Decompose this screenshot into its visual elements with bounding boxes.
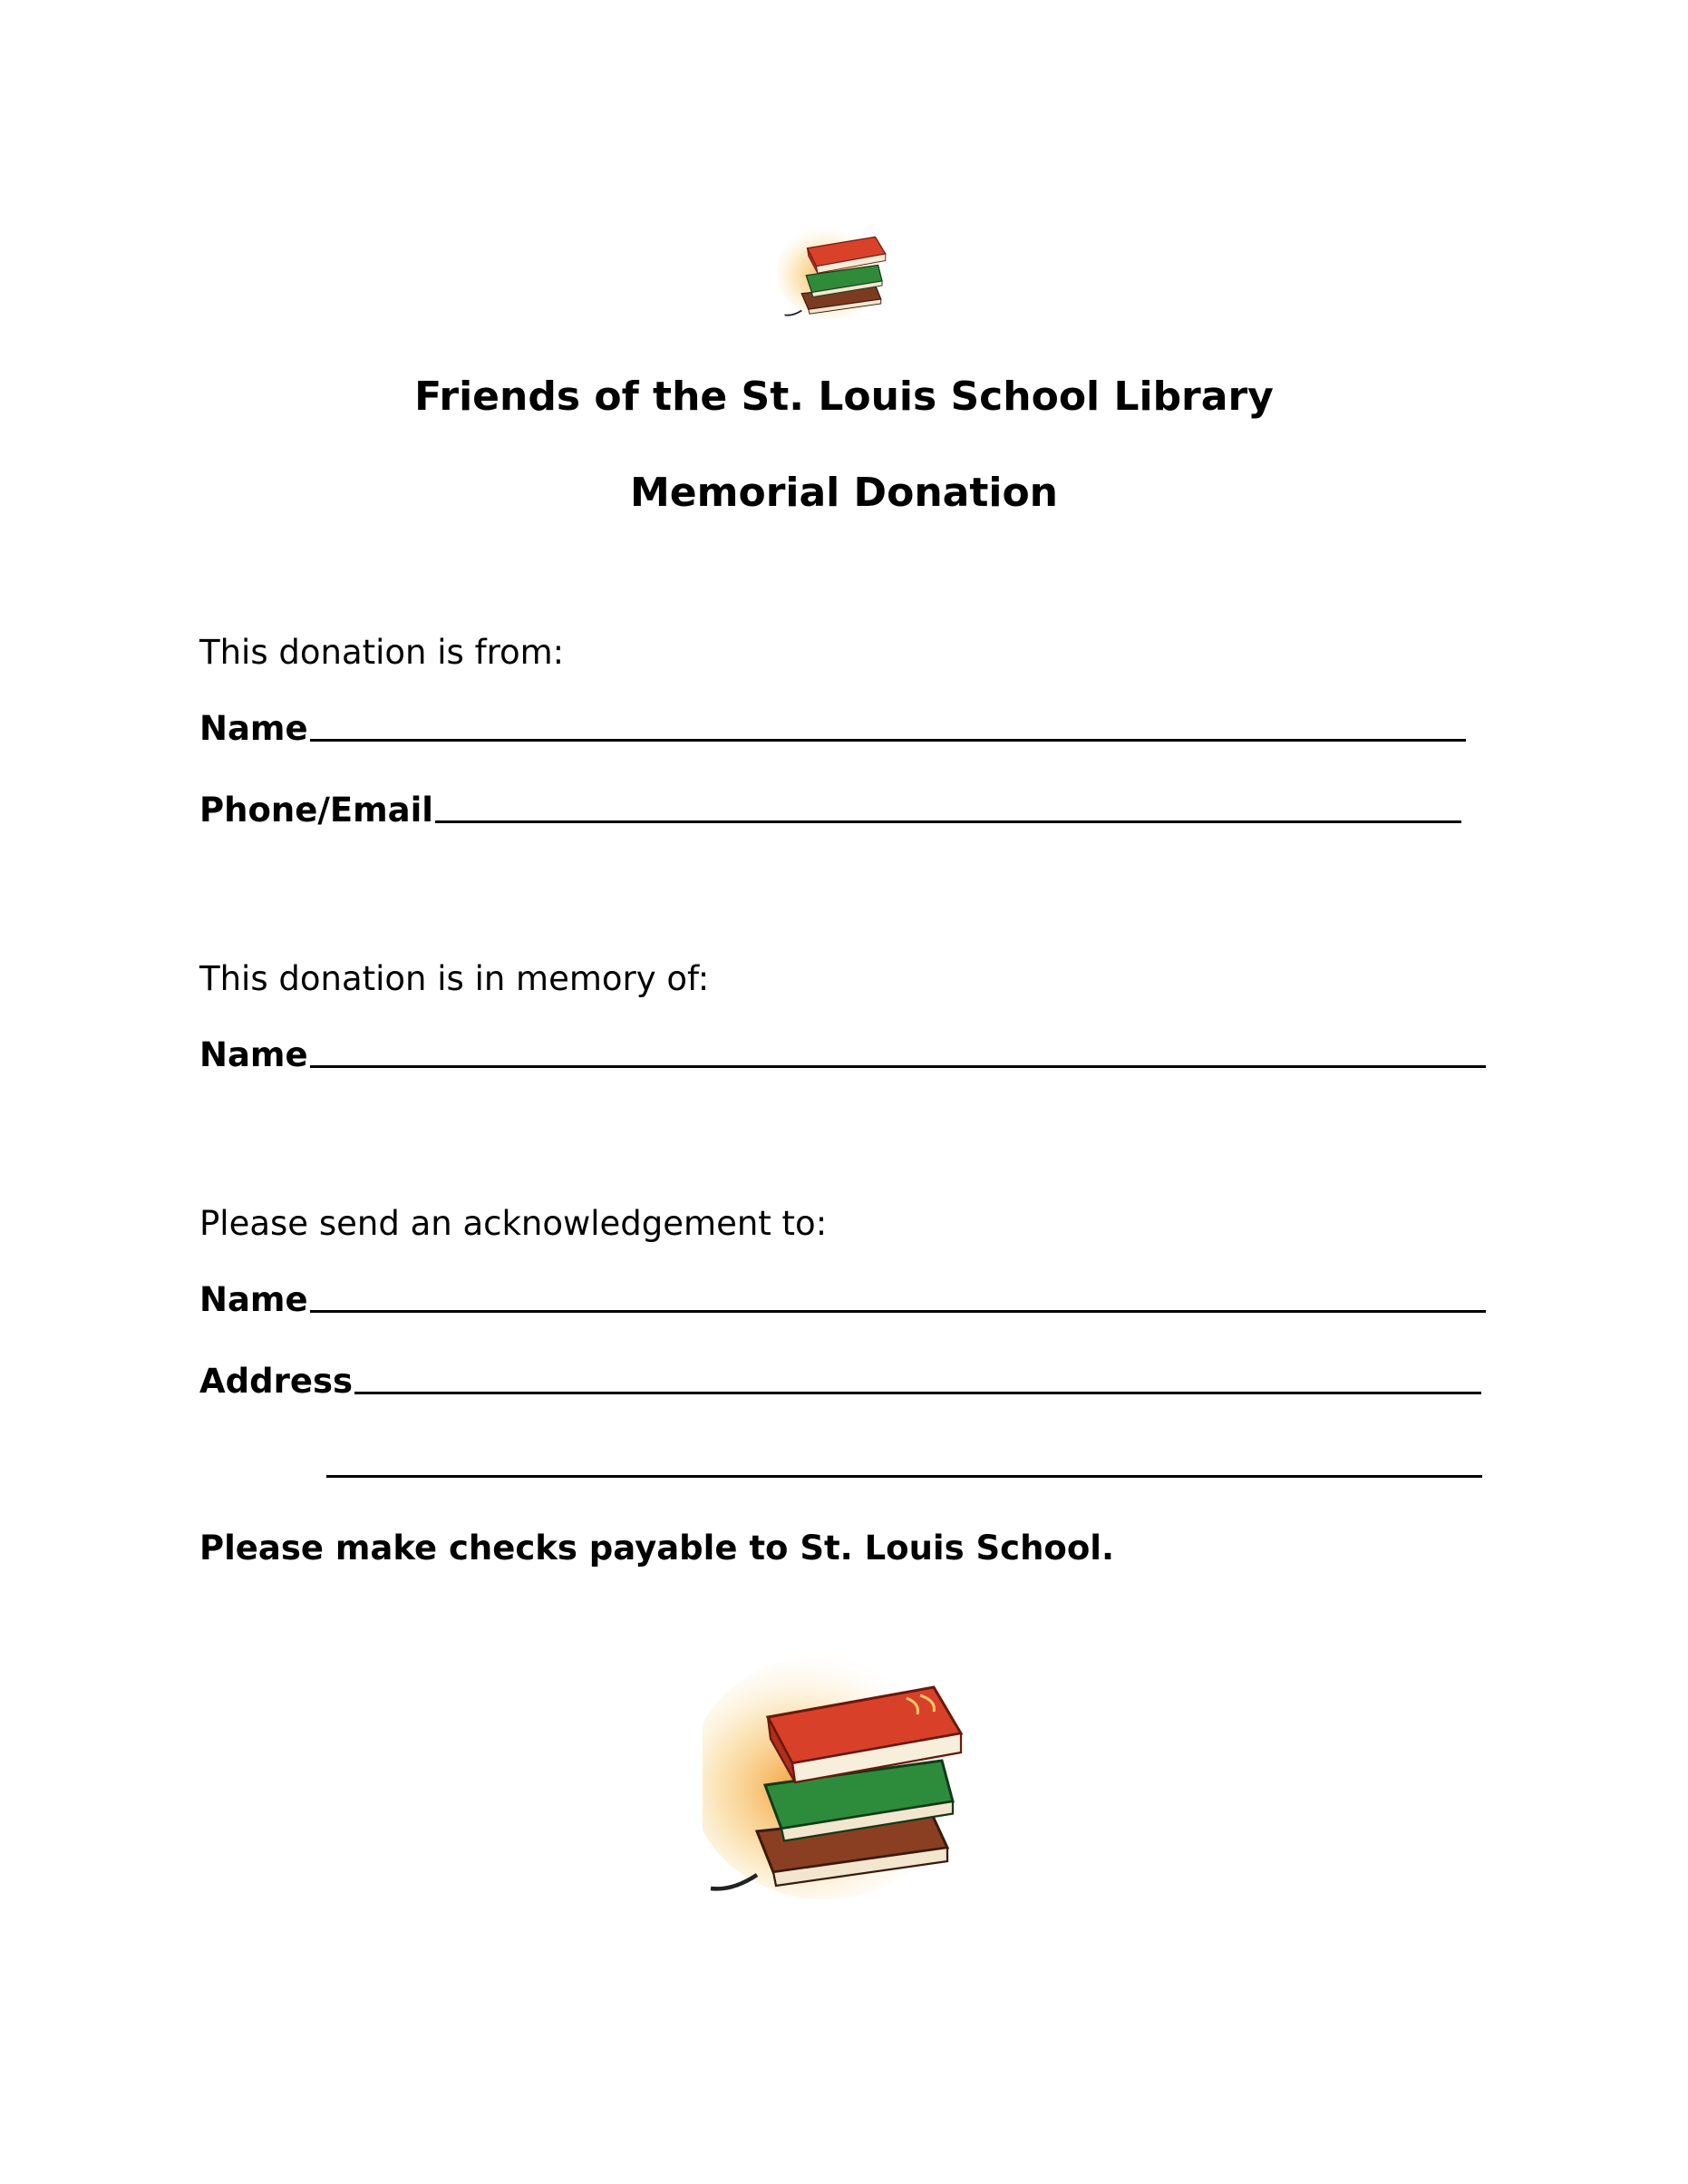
page-title: Friends of the St. Louis School Library [414,374,1274,420]
donor-name-line[interactable] [310,739,1466,742]
donor-contact-line[interactable] [435,820,1461,823]
ack-name-line[interactable] [310,1310,1486,1313]
ack-name-field[interactable] [199,1275,1486,1320]
donation-from-intro: This donation is from: [199,633,565,672]
acknowledgement-intro: Please send an acknowledgement to: [199,1204,828,1243]
donor-name-label: Name [199,709,308,748]
ack-address-label: Address [199,1362,353,1401]
checks-payable-note: Please make checks payable to St. Louis School. [199,1529,1115,1568]
memorial-name-field[interactable] [199,1030,1486,1075]
memorial-name-label: Name [199,1035,308,1074]
ack-address-line-2[interactable] [326,1475,1482,1478]
ack-name-label: Name [199,1280,308,1319]
books-stack-icon [778,209,905,322]
ack-address-line[interactable] [354,1392,1481,1394]
ack-address-field[interactable] [199,1356,1481,1402]
donor-contact-label: Phone/Email [199,791,433,830]
page-subtitle: Memorial Donation [629,470,1058,516]
donor-name-field[interactable] [199,704,1466,749]
memorial-name-line[interactable] [310,1065,1486,1068]
donor-contact-field[interactable] [199,785,1461,830]
ack-address-line-2-field[interactable] [326,1440,1482,1485]
books-stack-icon [703,1627,1002,1899]
memory-intro: This donation is in memory of: [199,959,710,998]
